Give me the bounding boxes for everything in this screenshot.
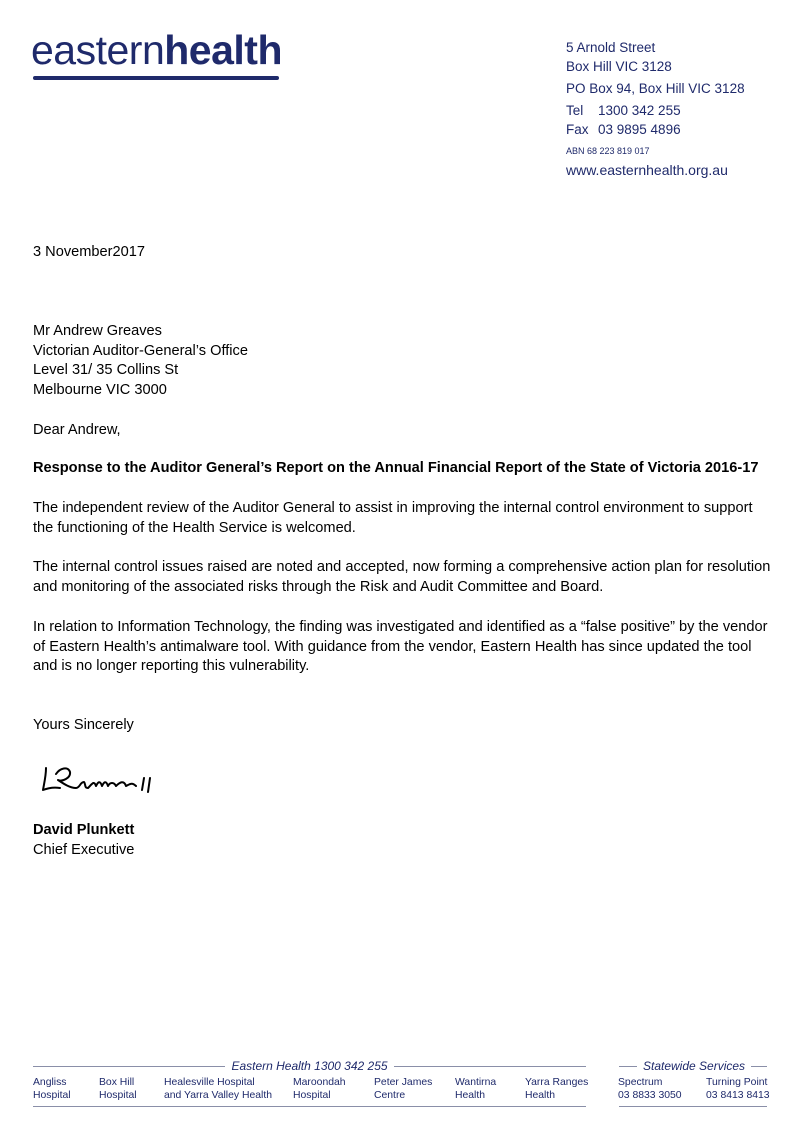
- closing: Yours Sincerely: [33, 717, 134, 733]
- paragraph: In relation to Information Technology, the finding was investigated and identified as a “false positive” by the vendor of Eastern Health’s antimalware tool. With guidance from the vendor, Eastern Health has since updated the tool and is no longer reporting this vulnerability.: [33, 619, 768, 674]
- eastern-health-logo: [31, 27, 283, 73]
- footer-rule: [394, 1066, 586, 1067]
- signatory-name: David Plunkett: [33, 822, 135, 838]
- site-line2: Hospital: [293, 1090, 331, 1101]
- fax-number: 03 9895 4896: [598, 122, 681, 137]
- site-line1: Wantirna: [455, 1077, 497, 1088]
- recipient-line: Victorian Auditor-General’s Office: [33, 342, 248, 359]
- footer-right-title: Statewide Services: [643, 1059, 746, 1073]
- fax-label: Fax: [566, 122, 589, 137]
- footer-rule: [33, 1066, 225, 1067]
- footer-statewide-service: [706, 1076, 770, 1102]
- signatory-title: Chief Executive: [33, 842, 135, 858]
- handwritten-signature: [40, 760, 190, 796]
- subject-line: Response to the Auditor General’s Report on the Annual Financial Report of the State of Victoria 2016-17: [33, 460, 759, 476]
- recipient-line: Mr Andrew Greaves: [33, 323, 162, 339]
- footer-site: [33, 1076, 71, 1102]
- footer-site: [99, 1076, 137, 1102]
- site-line1: Yarra Ranges: [525, 1077, 589, 1088]
- site-line2: Health: [455, 1090, 486, 1101]
- service-name: Spectrum: [618, 1077, 663, 1088]
- logo-text-eastern: eastern: [31, 27, 165, 73]
- footer-site: [164, 1076, 272, 1102]
- site-line2: and Yarra Valley Health: [164, 1090, 273, 1101]
- site-line1: Angliss: [33, 1077, 67, 1088]
- footer-site: [374, 1076, 432, 1102]
- paragraph: The internal control issues raised are noted and accepted, now forming a comprehensive action plan for resolution and monitoring of the associated risks through the Risk and Audit Committee and Board.: [33, 559, 771, 595]
- address-line1: 5 Arnold Street: [566, 40, 656, 55]
- logo-text-health: health: [164, 27, 283, 73]
- footer-rule: [619, 1066, 637, 1067]
- fax-row: [566, 120, 745, 139]
- site-line1: Box Hill: [99, 1077, 135, 1088]
- site-line2: Centre: [374, 1090, 406, 1101]
- abn: ABN 68 223 819 017: [566, 146, 650, 156]
- footer-left-title: Eastern Health 1300 342 255: [231, 1059, 388, 1073]
- footer-right-header: [619, 1058, 767, 1074]
- tel-label: Tel: [566, 103, 584, 118]
- service-phone: 03 8833 3050: [618, 1090, 682, 1101]
- website: www.easternhealth.org.au: [566, 162, 728, 178]
- site-line2: Health: [525, 1090, 556, 1101]
- service-name: Turning Point: [706, 1077, 768, 1088]
- site-line2: Hospital: [33, 1090, 71, 1101]
- recipient-line: Level 31/ 35 Collins St: [33, 362, 179, 378]
- po-box: PO Box 94, Box Hill VIC 3128: [566, 81, 745, 96]
- logo-underline: [33, 76, 279, 80]
- site-line1: Healesville Hospital: [164, 1077, 255, 1088]
- address-line2: Box Hill VIC 3128: [566, 59, 672, 74]
- contact-block: [566, 38, 745, 180]
- footer-bottom-rule: [33, 1106, 586, 1107]
- site-line1: Peter James: [374, 1077, 433, 1088]
- site-line1: Maroondah: [293, 1077, 346, 1088]
- salutation: Dear Andrew,: [33, 422, 121, 438]
- tel-row: [566, 101, 745, 120]
- footer-site: [455, 1076, 496, 1102]
- footer-statewide-service: [618, 1076, 682, 1102]
- recipient-address: [33, 322, 773, 400]
- footer-left-header: [33, 1058, 586, 1074]
- footer-site: [525, 1076, 588, 1102]
- service-phone: 03 8413 8413: [706, 1090, 770, 1101]
- footer-site: [293, 1076, 346, 1102]
- recipient-line: Melbourne VIC 3000: [33, 381, 167, 398]
- tel-number: 1300 342 255: [598, 103, 681, 118]
- footer-rule: [751, 1066, 767, 1067]
- paragraph: The independent review of the Auditor General to assist in improving the internal control environment to support the functioning of the Health Service is welcomed.: [33, 500, 753, 536]
- footer-bottom-rule: [619, 1106, 767, 1107]
- letter-date: 3 November2017: [33, 244, 145, 260]
- site-line2: Hospital: [99, 1090, 137, 1101]
